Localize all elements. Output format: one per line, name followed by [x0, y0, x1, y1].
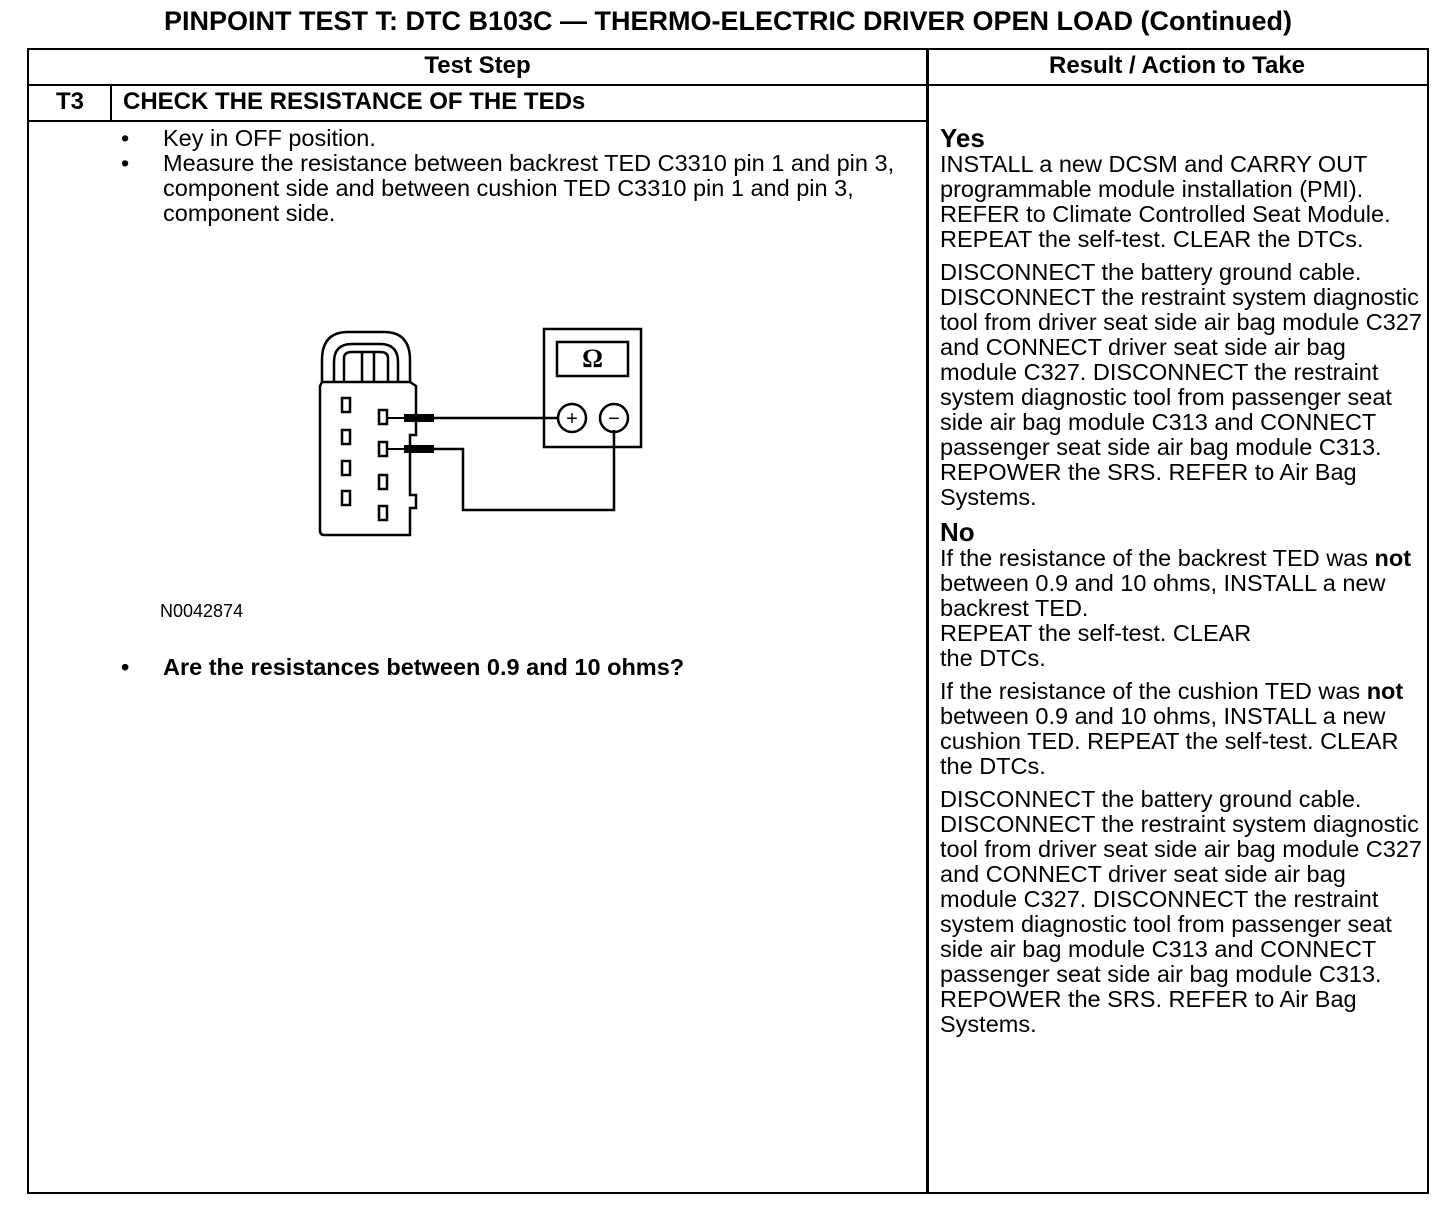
no-action-2-text: If the resistance of the cushion TED was: [940, 678, 1367, 704]
page-title: PINPOINT TEST T: DTC B103C — THERMO-ELECTRIC DRIVER OPEN LOAD (Continued): [163, 6, 1292, 36]
no-action-1-text: between 0.9 and 10 ohms, INSTALL a new backrest TED.: [940, 570, 1386, 621]
step-title-divider: [27, 120, 927, 122]
no-action-2: [940, 679, 1422, 779]
result-actions: [940, 124, 1422, 1045]
no-action-1: [940, 546, 1422, 671]
no-action-1-text: REPEAT the self-test. CLEAR: [940, 620, 1252, 646]
bullet-dot-icon: •: [121, 654, 130, 680]
yes-action-1: INSTALL a new DCSM and CARRY OUT programmable module installation (PMI). REFER to Climate Controlled Seat Module. REPEAT the self-test. CLEAR the DTCs.: [940, 151, 1391, 252]
header-divider: [27, 84, 1427, 86]
bullet-item: [118, 151, 908, 226]
column-divider: [926, 48, 929, 1194]
minus-terminal-label: −: [608, 408, 620, 430]
step-bullets: [118, 126, 908, 226]
question-text: Are the resistances between 0.9 and 10 ohms?: [163, 654, 685, 680]
yes-action-2: DISCONNECT the battery ground cable. DISCONNECT the restraint system diagnostic tool from driver seat side air bag module C327 and CONNECT driver seat side air bag module C327. DISCONNECT the restraint system diagnostic tool from passenger seat side air bag module C313 and CONNECT passenger seat side air bag module C313. REPOWER the SRS. REFER to Air Bag Systems.: [940, 259, 1422, 510]
ohm-symbol: Ω: [582, 344, 603, 373]
bullet-text: Key in OFF position.: [163, 125, 376, 151]
column-header-test-step: Test Step: [424, 52, 531, 79]
yes-heading: Yes: [940, 123, 985, 153]
column-header-result: Result / Action to Take: [1048, 52, 1306, 79]
plus-terminal-label: +: [566, 408, 578, 430]
bullet-item: [118, 126, 908, 151]
bullet-text: Measure the resistance between backrest TED C3310 pin 1 and pin 3, component side and between cushion TED C3310 pin 1 and pin 3, component side.: [163, 150, 895, 226]
figure-id: N0042874: [160, 601, 244, 621]
connector-icon: [320, 332, 416, 535]
step-question: [118, 655, 908, 680]
step-id-divider: [110, 85, 112, 121]
no-action-1-emphasis: not: [1374, 545, 1412, 571]
bullet-dot-icon: •: [121, 125, 130, 151]
no-action-3: DISCONNECT the battery ground cable. DISCONNECT the restraint system diagnostic tool from driver seat side air bag module C327 and CONNECT driver seat side air bag module C327. DISCONNECT the restraint system diagnostic tool from passenger seat side air bag module C313 and CONNECT passenger seat side air bag module C313. REPOWER the SRS. REFER to Air Bag Systems.: [940, 786, 1422, 1037]
step-title: CHECK THE RESISTANCE OF THE TEDs: [123, 88, 586, 115]
test-lead-icon: [434, 418, 614, 510]
no-action-1-text: the DTCs.: [940, 645, 1046, 671]
probe-icon: [387, 414, 434, 453]
no-action-1-text: If the resistance of the backrest TED was: [940, 545, 1375, 571]
no-action-2-emphasis: not: [1366, 678, 1404, 704]
no-heading: No: [940, 517, 975, 547]
connector-ohmmeter-diagram: [300, 320, 660, 550]
bullet-dot-icon: •: [121, 150, 130, 176]
no-action-2-text: between 0.9 and 10 ohms, INSTALL a new cushion TED. REPEAT the self-test. CLEAR the DTCs.: [940, 703, 1399, 779]
step-id: T3: [55, 88, 84, 115]
